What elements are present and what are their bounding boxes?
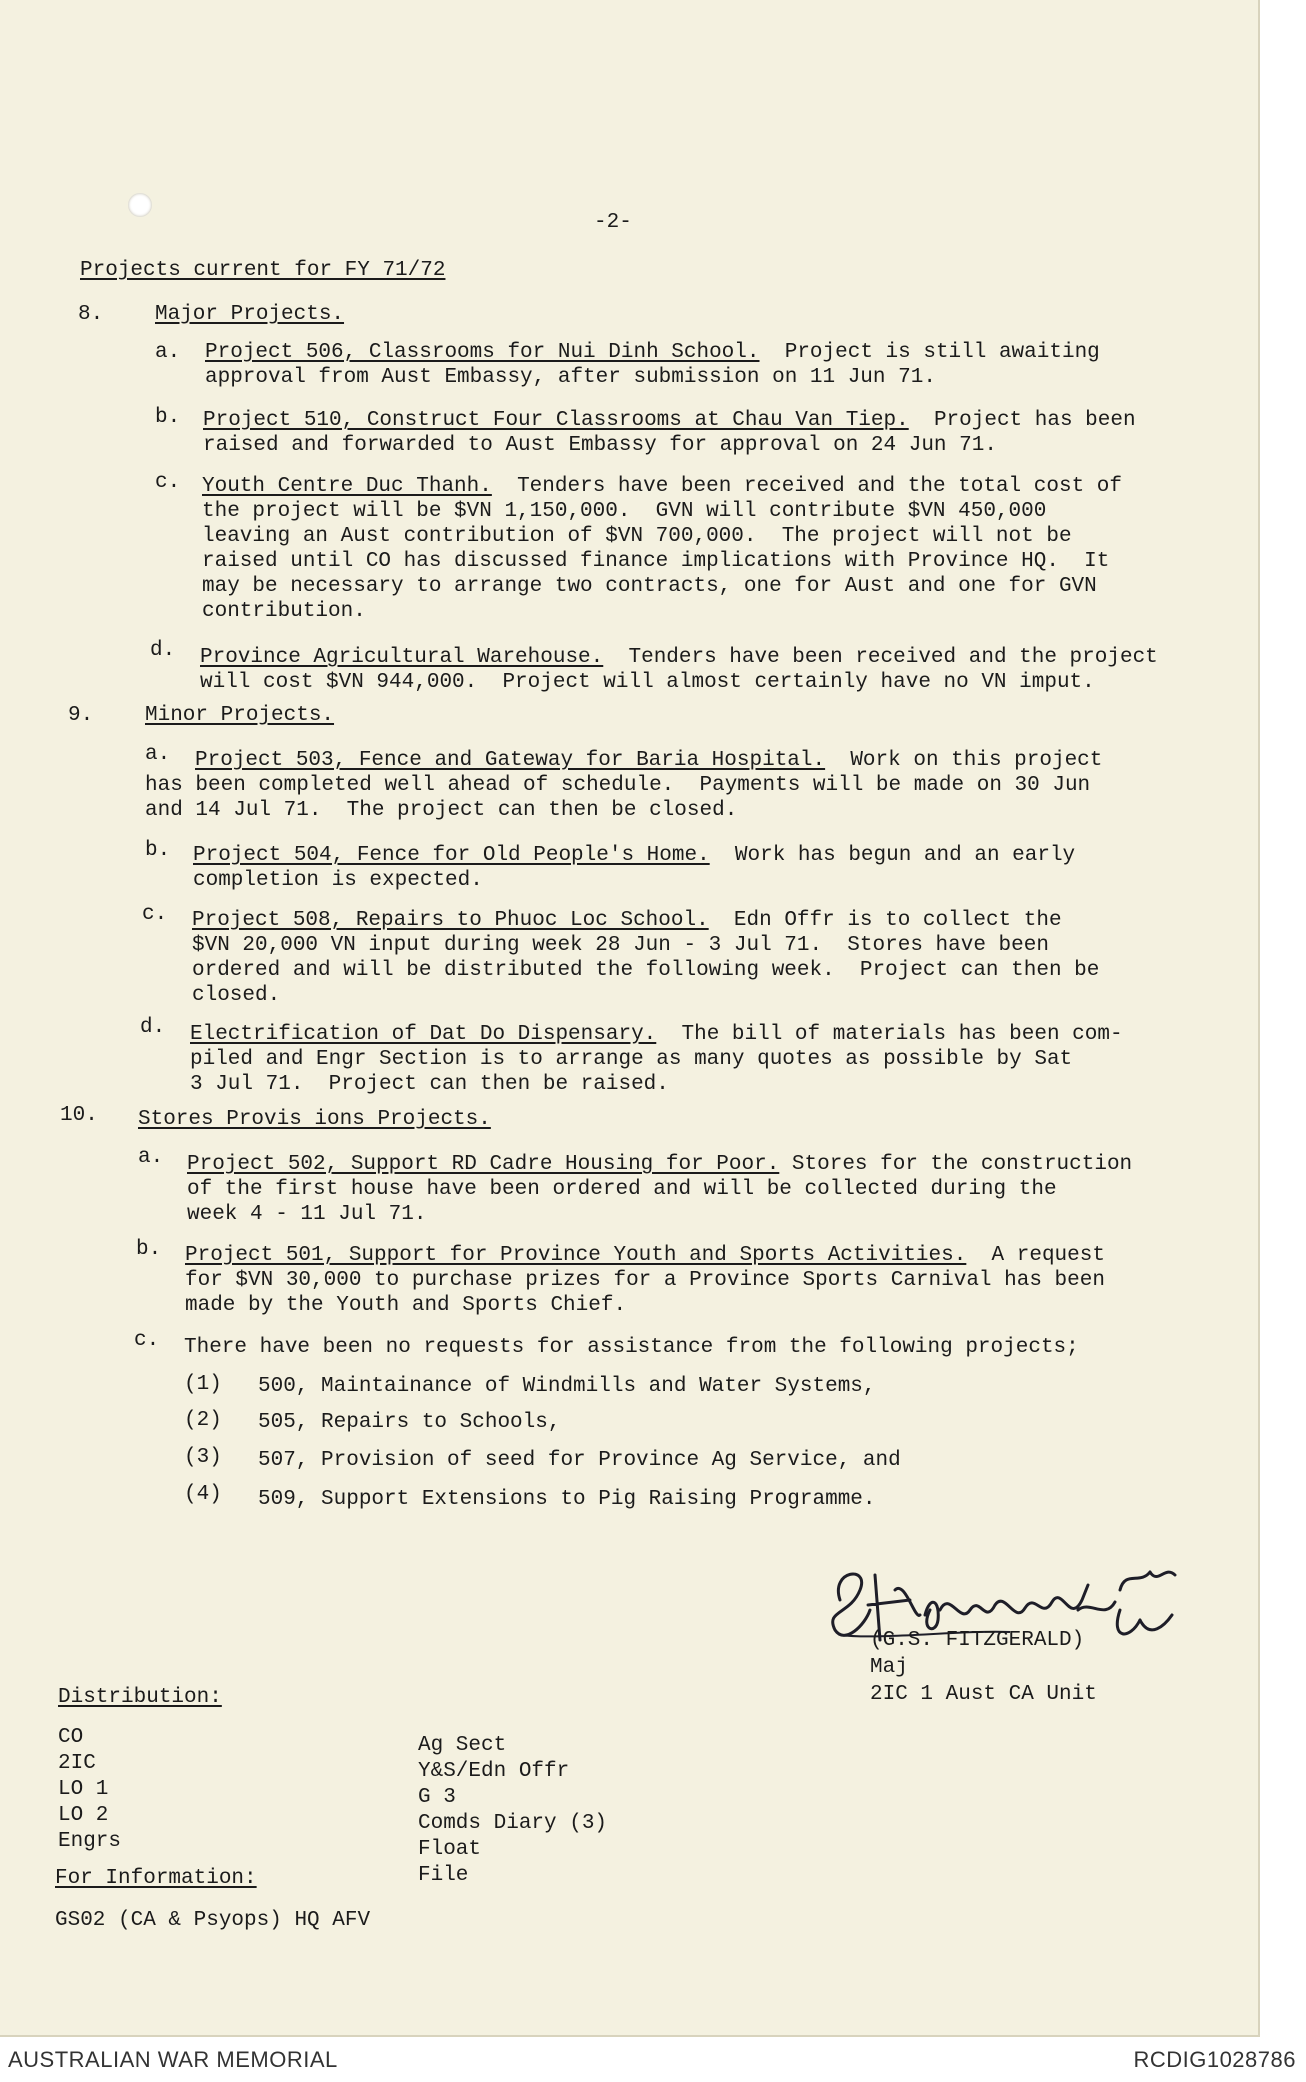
section-title: Major Projects.	[155, 303, 345, 326]
section-title: Stores Provis ions Projects.	[138, 1108, 491, 1131]
item-line: leaving an Aust contribution of $VN 700,000. The project will not be	[202, 525, 1072, 548]
item-letter: a.	[138, 1146, 164, 1169]
signatory-rank: Maj	[870, 1656, 908, 1679]
distribution-entry: CO	[58, 1726, 84, 1749]
distribution-entry: 2IC	[58, 1752, 96, 1775]
item-line: closed.	[192, 984, 281, 1007]
for-information-label: For Information:	[55, 1867, 257, 1890]
item-line: There have been no requests for assistance from the following projects;	[184, 1336, 1079, 1359]
item-line	[202, 474, 1122, 499]
item-line	[192, 908, 1062, 933]
item-line: has been completed well ahead of schedule. Payments will be made on 30 Jun	[145, 774, 1091, 797]
item-title: Youth Centre Duc Thanh.	[202, 475, 492, 498]
distribution-entry: G 3	[418, 1786, 456, 1809]
distribution-label: Distribution:	[58, 1686, 222, 1709]
document-heading: Projects current for FY 71/72	[80, 259, 446, 282]
item-title: Project 510, Construct Four Classrooms at Chau Van Tiep.	[203, 409, 909, 432]
item-line	[187, 1152, 1132, 1177]
item-text: A request	[991, 1244, 1105, 1267]
item-line: for $VN 30,000 to purchase prizes for a Province Sports Carnival has been	[185, 1269, 1105, 1292]
item-line	[200, 645, 1158, 670]
subitem-text: 509, Support Extensions to Pig Raising Programme.	[258, 1488, 876, 1511]
section-number: 9.	[68, 704, 94, 727]
section-number: 10.	[60, 1104, 98, 1127]
item-title: Project 504, Fence for Old People's Home.	[193, 844, 710, 867]
distribution-entry: Y&S/Edn Offr	[418, 1760, 570, 1783]
item-text: Work on this project	[850, 749, 1103, 772]
item-text: Stores for the construction	[791, 1153, 1133, 1176]
item-line	[203, 408, 1136, 433]
item-title: Project 506, Classrooms for Nui Dinh School.	[205, 341, 760, 364]
item-text: Tenders have been received and the total cost of	[517, 475, 1122, 498]
item-line: ordered and will be distributed the following week. Project can then be	[192, 959, 1100, 982]
item-title: Project 502, Support RD Cadre Housing for Poor.	[187, 1153, 780, 1176]
item-letter: b.	[155, 406, 181, 429]
distribution-entry: File	[418, 1864, 469, 1887]
item-line: raised until CO has discussed finance implications with Province HQ. It	[202, 550, 1110, 573]
item-line	[193, 843, 1075, 868]
item-letter: c.	[134, 1329, 160, 1352]
item-line: will cost $VN 944,000. Project will almost certainly have no VN imput.	[200, 671, 1095, 694]
item-title: Project 501, Support for Province Youth and Sports Activities.	[185, 1244, 967, 1267]
subitem-number: (3)	[184, 1446, 222, 1469]
page-number: -2-	[594, 211, 632, 234]
item-title: Project 508, Repairs to Phuoc Loc School.	[192, 909, 709, 932]
subitem-number: (1)	[184, 1373, 222, 1396]
item-line: contribution.	[202, 600, 366, 623]
item-line: week 4 - 11 Jul 71.	[187, 1203, 427, 1226]
item-letter: b.	[136, 1238, 162, 1261]
item-line: and 14 Jul 71. The project can then be closed.	[145, 799, 738, 822]
distribution-entry: Engrs	[58, 1830, 122, 1853]
for-information-entry: GS02 (CA & Psyops) HQ AFV	[55, 1909, 371, 1932]
item-line: the project will be $VN 1,150,000. GVN will contribute $VN 450,000	[202, 500, 1047, 523]
item-line: completion is expected.	[193, 869, 483, 892]
item-letter: d.	[150, 639, 176, 662]
item-line: piled and Engr Section is to arrange as many quotes as possible by Sat	[190, 1048, 1073, 1071]
item-text: Project is still awaiting	[784, 341, 1100, 364]
item-letter: c.	[142, 903, 168, 926]
footer-record-id: RCDIG1028786	[1133, 2047, 1296, 2072]
item-line	[195, 748, 1102, 773]
item-line: approval from Aust Embassy, after submission on 11 Jun 71.	[205, 366, 936, 389]
subitem-number: (2)	[184, 1409, 222, 1432]
item-text: Project has been	[933, 409, 1136, 432]
item-line	[185, 1243, 1105, 1268]
subitem-text: 500, Maintainance of Windmills and Water Systems,	[258, 1375, 876, 1398]
distribution-entry: Float	[418, 1838, 482, 1861]
item-title: Electrification of Dat Do Dispensary.	[190, 1023, 657, 1046]
signatory-name: (G.S. FITZGERALD)	[870, 1629, 1085, 1652]
item-letter: d.	[140, 1016, 166, 1039]
distribution-entry: LO 2	[58, 1804, 109, 1827]
item-line: made by the Youth and Sports Chief.	[185, 1294, 627, 1317]
section-number: 8.	[78, 303, 104, 326]
item-text: The bill of materials has been com-	[681, 1023, 1123, 1046]
item-title: Province Agricultural Warehouse.	[200, 646, 604, 669]
distribution-entry: Comds Diary (3)	[418, 1812, 608, 1835]
subitem-number: (4)	[184, 1483, 222, 1506]
item-line: 3 Jul 71. Project can then be raised.	[190, 1073, 669, 1096]
item-line: raised and forwarded to Aust Embassy for approval on 24 Jun 71.	[203, 434, 997, 457]
item-line: of the first house have been ordered and will be collected during the	[187, 1178, 1057, 1201]
item-line	[190, 1022, 1123, 1047]
item-letter: a.	[155, 341, 181, 364]
item-letter: c.	[155, 471, 181, 494]
section-title: Minor Projects.	[145, 704, 335, 727]
item-text: Tenders have been received and the project	[628, 646, 1158, 669]
item-title: Project 503, Fence and Gateway for Baria Hospital.	[195, 749, 826, 772]
subitem-text: 507, Provision of seed for Province Ag Service, and	[258, 1449, 901, 1472]
item-line	[205, 340, 1100, 365]
item-text: Work has begun and an early	[734, 844, 1076, 867]
item-letter: b.	[145, 839, 171, 862]
signatory-appointment: 2IC 1 Aust CA Unit	[870, 1683, 1097, 1706]
item-line: may be necessary to arrange two contracts, one for Aust and one for GVN	[202, 575, 1097, 598]
item-text: Edn Offr is to collect the	[733, 909, 1062, 932]
item-line: $VN 20,000 VN input during week 28 Jun - 3 Jul 71. Stores have been	[192, 934, 1049, 957]
footer-archive-name: AUSTRALIAN WAR MEMORIAL	[8, 2047, 338, 2072]
distribution-entry: Ag Sect	[418, 1734, 507, 1757]
distribution-entry: LO 1	[58, 1778, 109, 1801]
subitem-text: 505, Repairs to Schools,	[258, 1411, 561, 1434]
punch-hole	[128, 193, 152, 217]
item-letter: a.	[145, 743, 171, 766]
